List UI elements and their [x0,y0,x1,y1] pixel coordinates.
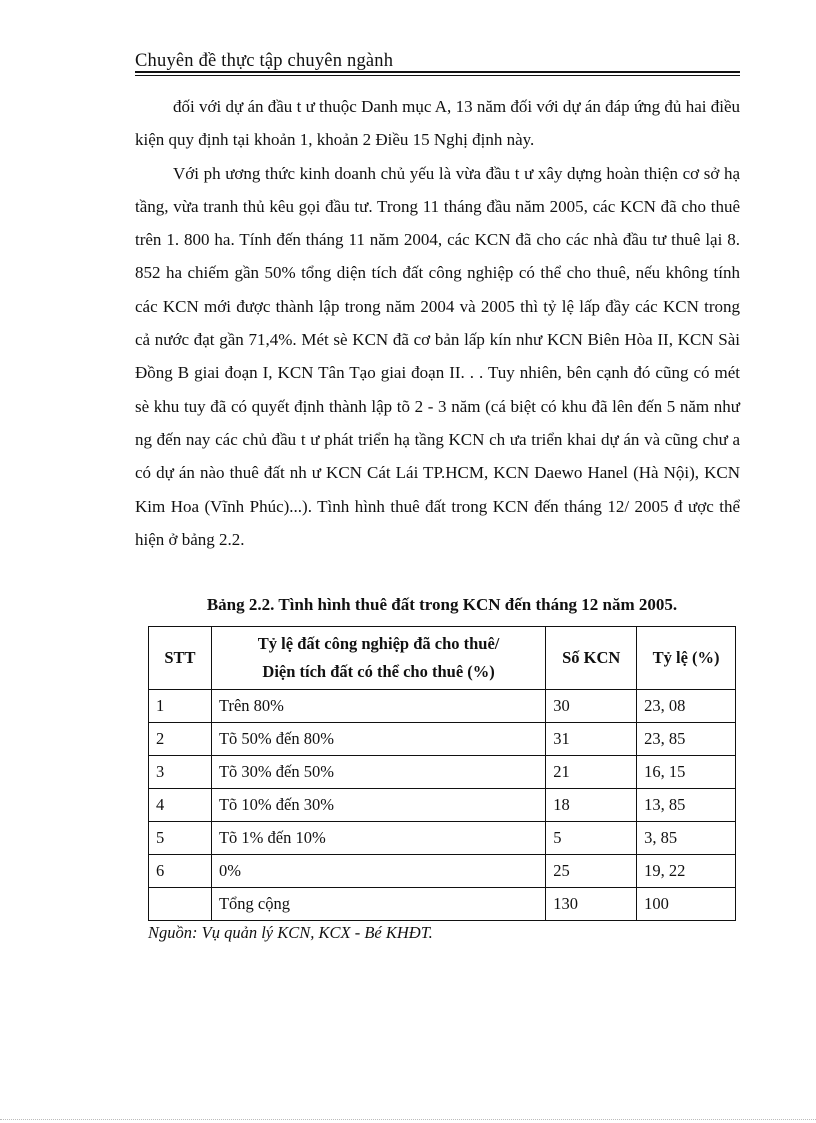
header-rule-thick [135,71,740,73]
header-title: Chuyên đề thực tập chuyên ngành [135,51,394,71]
cell-range: Tổng cộng [211,888,545,921]
table-row [149,690,736,723]
page-bottom-border [0,1119,816,1120]
cell-range: 0% [211,855,545,888]
paragraph-2: Với ph ương thức kinh doanh chủ yếu là vừa đầu t ư xây dựng hoàn thiện cơ sở hạ tầng, vừa tranh thủ kêu gọi đầu tư. Trong 11 tháng đầu năm 2005, các KCN đã cho thuê trên 1. 800 ha. Tính đến tháng 11 năm 2004, các KCN đã cho các nhà đầu tư thuê lại 8. 852 ha chiếm gần 50% tổng diện tích đất công nghiệp có thể cho thuê, nếu không tính các KCN mới được thành lập trong năm 2004 và 2005 thì tỷ lệ lấp đầy các KCN trong cả nước đạt gần 71,4%. Mét sè KCN đã cơ bản lấp kín như KCN Biên Hòa II, KCN Sài Đồng B giai đoạn I, KCN Tân Tạo giai đoạn II. . . Tuy nhiên, bên cạnh đó cũng có mét sè khu tuy đã có quyết định thành lập tõ 2 - 3 năm (cá biệt có khu đã lên đến 5 năm như ng đến nay các chủ đầu t ư phát triển hạ tầng KCN ch ưa triển khai dự án và cũng chư a có dự án nào thuê đất nh ư KCN Cát Lái TP.HCM, KCN Daewo Hanel (Hà Nội), KCN Kim Hoa (Vĩnh Phúc)...). Tình hình thuê đất trong KCN đến tháng 12/ 2005 đ ược thể hiện ở bảng 2.2. [135,163,740,549]
table-row [149,723,736,756]
table-header-row [149,627,736,690]
table-source-note: Nguồn: Vụ quản lý KCN, KCX - Bé KHĐT. [148,923,433,942]
cell-stt: 3 [149,756,212,789]
table-row [149,789,736,822]
cell-count: 25 [546,855,637,888]
header-count: Số KCN [546,627,637,690]
header-ratio-line1: Tỷ lệ đất công nghiệp đã cho thuê/ [257,634,500,653]
cell-stt: 6 [149,855,212,888]
land-lease-table [148,626,736,921]
table-row [149,855,736,888]
table-row [149,756,736,789]
cell-count: 21 [546,756,637,789]
cell-count: 18 [546,789,637,822]
cell-stt: 2 [149,723,212,756]
table-total-row [149,888,736,921]
body-text [135,90,740,556]
cell-percent: 100 [637,888,736,921]
cell-stt: 1 [149,690,212,723]
cell-percent: 23, 85 [637,723,736,756]
cell-range: Tõ 50% đến 80% [211,723,545,756]
header-ratio [211,627,545,690]
cell-range: Tõ 10% đến 30% [211,789,545,822]
cell-count: 31 [546,723,637,756]
paragraph-1: đối với dự án đầu t ư thuộc Danh mục A, 13 năm đối với dự án đáp ứng đủ hai điều kiện quy định tại khoản 1, khoản 2 Điều 15 Nghị định này. [135,97,740,150]
cell-percent: 13, 85 [637,789,736,822]
header-ratio-line2: Diện tích đất có thể cho thuê (%) [262,662,495,681]
cell-range: Tõ 1% đến 10% [211,822,545,855]
cell-percent: 3, 85 [637,822,736,855]
table-row [149,822,736,855]
cell-stt [149,888,212,921]
cell-range: Tõ 30% đến 50% [211,756,545,789]
cell-count: 130 [546,888,637,921]
cell-count: 30 [546,690,637,723]
cell-stt: 5 [149,822,212,855]
header-rule-thin [135,75,740,76]
page-header [135,50,740,72]
cell-percent: 19, 22 [637,855,736,888]
cell-count: 5 [546,822,637,855]
table-caption: Bảng 2.2. Tình hình thuê đất trong KCN đến tháng 12 năm 2005. [206,595,678,614]
header-percent: Tỷ lệ (%) [637,627,736,690]
cell-percent: 16, 15 [637,756,736,789]
cell-range: Trên 80% [211,690,545,723]
cell-percent: 23, 08 [637,690,736,723]
cell-stt: 4 [149,789,212,822]
header-stt: STT [149,627,212,690]
